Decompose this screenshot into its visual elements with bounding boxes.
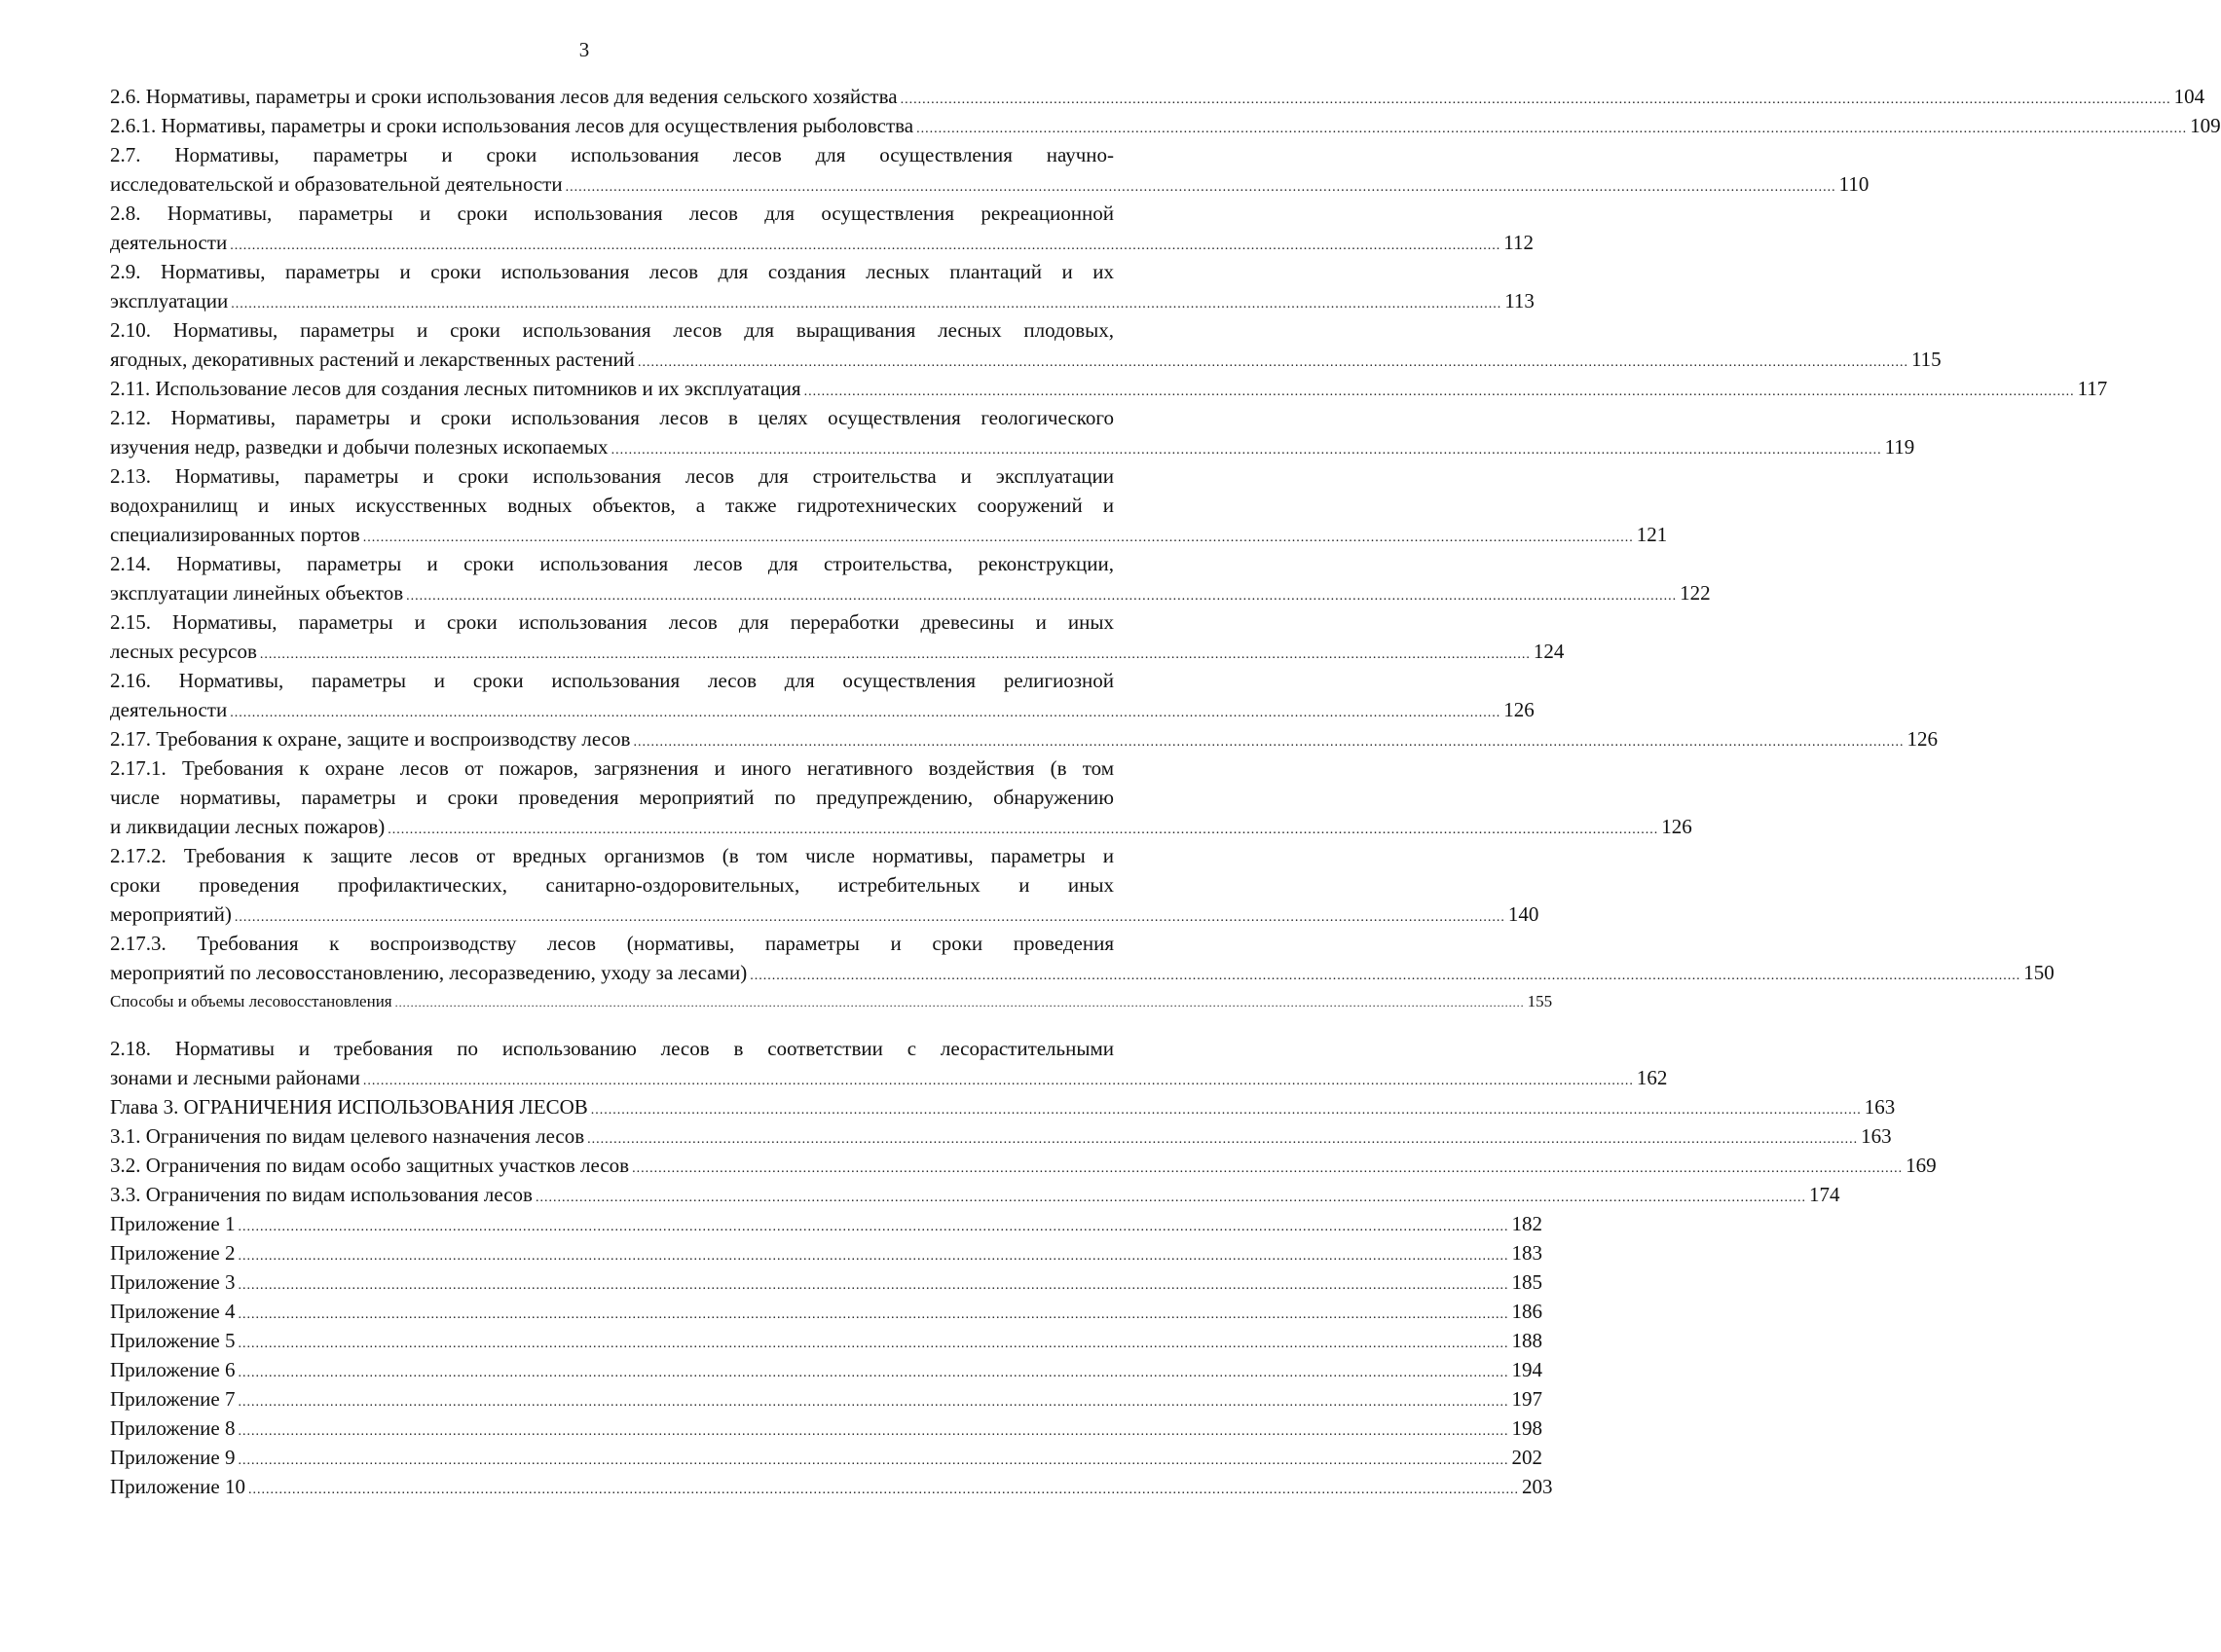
toc-entry[interactable]	[110, 666, 1535, 724]
toc-entry-line	[110, 140, 1114, 169]
toc-page-number: 185	[1511, 1270, 1542, 1294]
page-number: 3	[578, 38, 590, 61]
toc-page-number: 162	[1636, 1066, 1668, 1089]
toc-entry-line	[110, 1384, 1542, 1413]
toc-entry-title: Приложение 6	[110, 1358, 236, 1381]
toc-entry[interactable]	[110, 1092, 1896, 1121]
toc-entry-title: Приложение 9	[110, 1446, 236, 1469]
toc-entry-line	[110, 403, 1114, 432]
toc-entry[interactable]	[110, 315, 1942, 374]
toc-page-number: 174	[1808, 1183, 1840, 1206]
toc-dot-leader	[238, 1213, 1508, 1242]
toc-entry-line	[110, 637, 1565, 666]
toc-page-number: 183	[1511, 1241, 1542, 1265]
toc-entry-title: Приложение 5	[110, 1329, 236, 1352]
toc-entry-line	[110, 1209, 1542, 1238]
toc-dot-leader	[238, 1417, 1508, 1447]
toc-page-number: 155	[1527, 992, 1553, 1010]
toc-page-number: 104	[2173, 85, 2205, 108]
toc-entry-line	[110, 199, 1114, 228]
toc-page-number: 197	[1511, 1387, 1542, 1411]
toc-entry-title: 3.2. Ограничения по видам особо защитных участков лесов	[110, 1154, 630, 1177]
toc-page-number: 112	[1503, 231, 1534, 254]
toc-entry-title: 2.8. Нормативы, параметры и сроки использования лесов для осуществления рекреационной	[110, 202, 1114, 225]
toc-entry-title: исследовательской и образовательной деятельности	[110, 172, 563, 196]
toc-entry-title: Приложение 2	[110, 1241, 236, 1265]
toc-spacer	[110, 1016, 1114, 1034]
toc-entry-title: 2.17. Требования к охране, защите и воспроизводству лесов	[110, 727, 631, 751]
toc-page-number: 124	[1533, 640, 1565, 663]
toc-page-number: 122	[1680, 581, 1711, 605]
toc-entry[interactable]	[110, 403, 1915, 461]
toc-entry-title: 2.9. Нормативы, параметры и сроки использования лесов для создания лесных плантаций и их	[110, 260, 1114, 283]
toc-page-number: 150	[2023, 961, 2054, 984]
toc-entry-line	[110, 111, 2221, 140]
toc-entry-line	[110, 1092, 1896, 1121]
toc-entry-line	[110, 1034, 1114, 1063]
toc-entry-line	[110, 1180, 1840, 1209]
toc-dot-leader	[238, 1359, 1508, 1388]
toc-entry-line	[110, 812, 1692, 841]
toc-entry-line	[110, 1238, 1542, 1267]
toc-page-number: 198	[1511, 1416, 1542, 1440]
toc-dot-leader	[587, 1125, 1858, 1155]
toc-entry-title: 2.17.1. Требования к охране лесов от пожаров, загрязнения и иного негативного воздействия (в том	[110, 756, 1114, 780]
toc-entry-title: 2.11. Использование лесов для создания лесных питомников и их эксплуатация	[110, 377, 801, 400]
toc-dot-leader	[901, 86, 2171, 115]
toc-entry-line	[110, 257, 1114, 286]
toc-entry-title: деятельности	[110, 231, 228, 254]
toc-entry-line	[110, 1355, 1542, 1384]
toc-entry-title: 2.6.1. Нормативы, параметры и сроки использования лесов для осуществления рыболовства	[110, 114, 914, 137]
toc-entry[interactable]	[110, 374, 2108, 403]
toc-entry[interactable]	[110, 1443, 1542, 1472]
toc-entry-title: Глава 3. ОГРАНИЧЕНИЯ ИСПОЛЬЗОВАНИЯ ЛЕСОВ	[110, 1095, 588, 1119]
toc-page-number: 163	[1864, 1095, 1896, 1119]
toc-entry[interactable]	[110, 929, 2054, 987]
toc-dot-leader	[238, 1301, 1508, 1330]
toc-entry-title: 2.16. Нормативы, параметры и сроки использования лесов для осуществления религиозной	[110, 669, 1114, 692]
toc-entry-line	[110, 1472, 1553, 1501]
toc-entry-title: числе нормативы, параметры и сроки проведения мероприятий по предупреждению, обнаружению	[110, 786, 1114, 809]
toc-entry[interactable]	[110, 1297, 1542, 1326]
toc-page-number: 113	[1504, 289, 1535, 312]
toc-entry-line	[110, 345, 1942, 374]
toc-entry[interactable]	[110, 607, 1565, 666]
toc-entry[interactable]	[110, 461, 1668, 549]
toc-entry[interactable]	[110, 1121, 1892, 1151]
toc-entry[interactable]	[110, 1413, 1542, 1443]
toc-entry-title: деятельности	[110, 698, 228, 721]
toc-entry-title: сроки проведения профилактических, санитарно-оздоровительных, истребительных и иных	[110, 873, 1114, 897]
toc-entry[interactable]	[110, 82, 2205, 111]
toc-entry-line	[110, 549, 1114, 578]
toc-entry[interactable]	[110, 111, 2221, 140]
toc-entry-title: Приложение 10	[110, 1475, 245, 1498]
toc-entry-title: Приложение 7	[110, 1387, 236, 1411]
toc-entry[interactable]	[110, 1151, 1937, 1180]
toc-page-number: 126	[1661, 815, 1692, 838]
toc-entry-title: 2.7. Нормативы, параметры и сроки использования лесов для осуществления научно-	[110, 143, 1114, 166]
toc-dot-leader	[238, 1271, 1508, 1301]
toc-page-number: 109	[2190, 114, 2221, 137]
toc-entry-title: и ликвидации лесных пожаров)	[110, 815, 386, 838]
toc-dot-leader	[536, 1184, 1806, 1213]
toc-dot-leader	[238, 1447, 1508, 1476]
toc-page-number: 126	[1503, 698, 1535, 721]
toc-entry-title: изучения недр, разведки и добычи полезных ископаемых	[110, 435, 609, 459]
toc-entry-line	[110, 315, 1114, 345]
toc-page-number: 163	[1861, 1124, 1892, 1148]
toc-entry-line	[110, 82, 2205, 111]
toc-entry-line	[110, 695, 1535, 724]
toc-entry-line	[110, 929, 1114, 958]
toc-entry-title: Приложение 8	[110, 1416, 236, 1440]
toc-entry[interactable]	[110, 257, 1535, 315]
toc-entry-line	[110, 724, 1938, 753]
toc-entry-line	[110, 1443, 1542, 1472]
toc-entry-title: 3.1. Ограничения по видам целевого назначения лесов	[110, 1124, 585, 1148]
toc-entry[interactable]	[110, 1384, 1542, 1413]
toc-entry-title: Способы и объемы лесовосстановления	[110, 992, 392, 1010]
toc-page-number: 117	[2077, 377, 2108, 400]
toc-entry-line	[110, 520, 1668, 549]
toc-entry-title: мероприятий)	[110, 902, 232, 926]
toc-entry-title: 2.18. Нормативы и требования по использованию лесов в соответствии с лесорастительными	[110, 1037, 1114, 1060]
toc-entry-line	[110, 899, 1539, 929]
toc-dot-leader	[248, 1476, 1519, 1505]
toc-entry-line	[110, 870, 1114, 899]
toc-dot-leader	[638, 349, 1908, 378]
toc-entry[interactable]	[110, 987, 1553, 1016]
toc-entry-line	[110, 461, 1114, 491]
toc-entry[interactable]	[110, 1267, 1542, 1297]
toc-entry-title: Приложение 4	[110, 1300, 236, 1323]
toc-entry-line	[110, 1121, 1892, 1151]
toc-entry-title: Приложение 1	[110, 1212, 236, 1235]
toc-entry-title: 2.6. Нормативы, параметры и сроки использования лесов для ведения сельского хозяйства	[110, 85, 898, 108]
toc-page-number: 110	[1838, 172, 1869, 196]
toc-entry-line	[110, 783, 1114, 812]
toc-entry[interactable]	[110, 1326, 1542, 1355]
toc-entry[interactable]	[110, 1034, 1668, 1092]
toc-entry-line	[110, 958, 2054, 987]
toc-entry-title: 2.15. Нормативы, параметры и сроки использования лесов для переработки древесины и иных	[110, 610, 1114, 634]
toc-entry-title: 2.14. Нормативы, параметры и сроки использования лесов для строительства, реконструкции,	[110, 552, 1114, 575]
toc-entry-title: 3.3. Ограничения по видам использования лесов	[110, 1183, 533, 1206]
toc-entry-line	[110, 1297, 1542, 1326]
toc-dot-leader	[238, 1242, 1508, 1271]
toc-entry-title: эксплуатации линейных объектов	[110, 581, 404, 605]
toc-page-number: 203	[1521, 1475, 1553, 1498]
toc-entry-title: 2.17.3. Требования к воспроизводству лесов (нормативы, параметры и сроки проведения	[110, 932, 1114, 955]
toc-page-number: 126	[1906, 727, 1938, 751]
toc-entry-line	[110, 491, 1114, 520]
toc-entry[interactable]	[110, 724, 1938, 753]
toc-entry-title: 2.12. Нормативы, параметры и сроки использования лесов в целях осуществления геологического	[110, 406, 1114, 429]
toc-entry[interactable]	[110, 841, 1539, 929]
toc-entry[interactable]	[110, 1238, 1542, 1267]
toc-entry-line	[110, 1413, 1542, 1443]
toc-entry[interactable]	[110, 199, 1534, 257]
table-of-contents	[110, 82, 2221, 1501]
toc-entry[interactable]	[110, 549, 1711, 607]
toc-page-number: 182	[1511, 1212, 1542, 1235]
toc-entry-line	[110, 1326, 1542, 1355]
toc-entry[interactable]	[110, 140, 1869, 199]
toc-page-number: 194	[1511, 1358, 1542, 1381]
toc-entry[interactable]	[110, 1180, 1840, 1209]
toc-entry-title: водохранилищ и иных искусственных водных объектов, а также гидротехнических сооружений и	[110, 494, 1114, 517]
toc-page-number: 115	[1910, 348, 1942, 371]
toc-page-number: 202	[1511, 1446, 1542, 1469]
toc-dot-leader	[750, 962, 2020, 991]
toc-entry-line	[110, 169, 1869, 199]
toc-page-number: 140	[1507, 902, 1539, 926]
toc-entry-line	[110, 607, 1114, 637]
toc-entry-title: зонами и лесными районами	[110, 1066, 360, 1089]
toc-dot-leader	[632, 1155, 1903, 1184]
toc-entry-title: 2.17.2. Требования к защите лесов от вредных организмов (в том числе нормативы, параметры и	[110, 844, 1114, 867]
toc-page-number: 169	[1906, 1154, 1937, 1177]
toc-entry-line	[110, 987, 1553, 1016]
toc-entry-line	[110, 578, 1711, 607]
toc-entry-line	[110, 753, 1114, 783]
toc-entry-line	[110, 374, 2108, 403]
toc-entry-line	[110, 228, 1534, 257]
toc-dot-leader	[238, 1388, 1508, 1417]
toc-entry[interactable]	[110, 1355, 1542, 1384]
toc-entry[interactable]	[110, 1209, 1542, 1238]
toc-page-number: 186	[1511, 1300, 1542, 1323]
toc-entry[interactable]	[110, 1472, 1553, 1501]
toc-entry-title: 2.13. Нормативы, параметры и сроки использования лесов для строительства и эксплуатации	[110, 464, 1114, 488]
toc-entry-line	[110, 286, 1535, 315]
toc-entry-title: лесных ресурсов	[110, 640, 257, 663]
toc-entry[interactable]	[110, 753, 1692, 841]
toc-entry-title: специализированных портов	[110, 523, 360, 546]
toc-entry-line	[110, 1267, 1542, 1297]
toc-entry-title: 2.10. Нормативы, параметры и сроки использования лесов для выращивания лесных плодовых,	[110, 318, 1114, 342]
toc-entry-line	[110, 432, 1915, 461]
toc-page-number: 119	[1884, 435, 1915, 459]
toc-entry-title: Приложение 3	[110, 1270, 236, 1294]
toc-entry-title: ягодных, декоративных растений и лекарственных растений	[110, 348, 635, 371]
toc-page-number: 188	[1511, 1329, 1542, 1352]
toc-page-number: 121	[1636, 523, 1668, 546]
toc-entry-line	[110, 1151, 1937, 1180]
toc-entry-line	[110, 1063, 1668, 1092]
toc-entry-line	[110, 841, 1114, 870]
toc-entry-title: эксплуатации	[110, 289, 229, 312]
toc-dot-leader	[591, 1096, 1862, 1125]
toc-entry-line	[110, 666, 1114, 695]
toc-entry-title: мероприятий по лесовосстановлению, лесоразведению, уходу за лесами)	[110, 961, 748, 984]
toc-dot-leader	[238, 1330, 1508, 1359]
toc-dot-leader	[395, 988, 1525, 1017]
